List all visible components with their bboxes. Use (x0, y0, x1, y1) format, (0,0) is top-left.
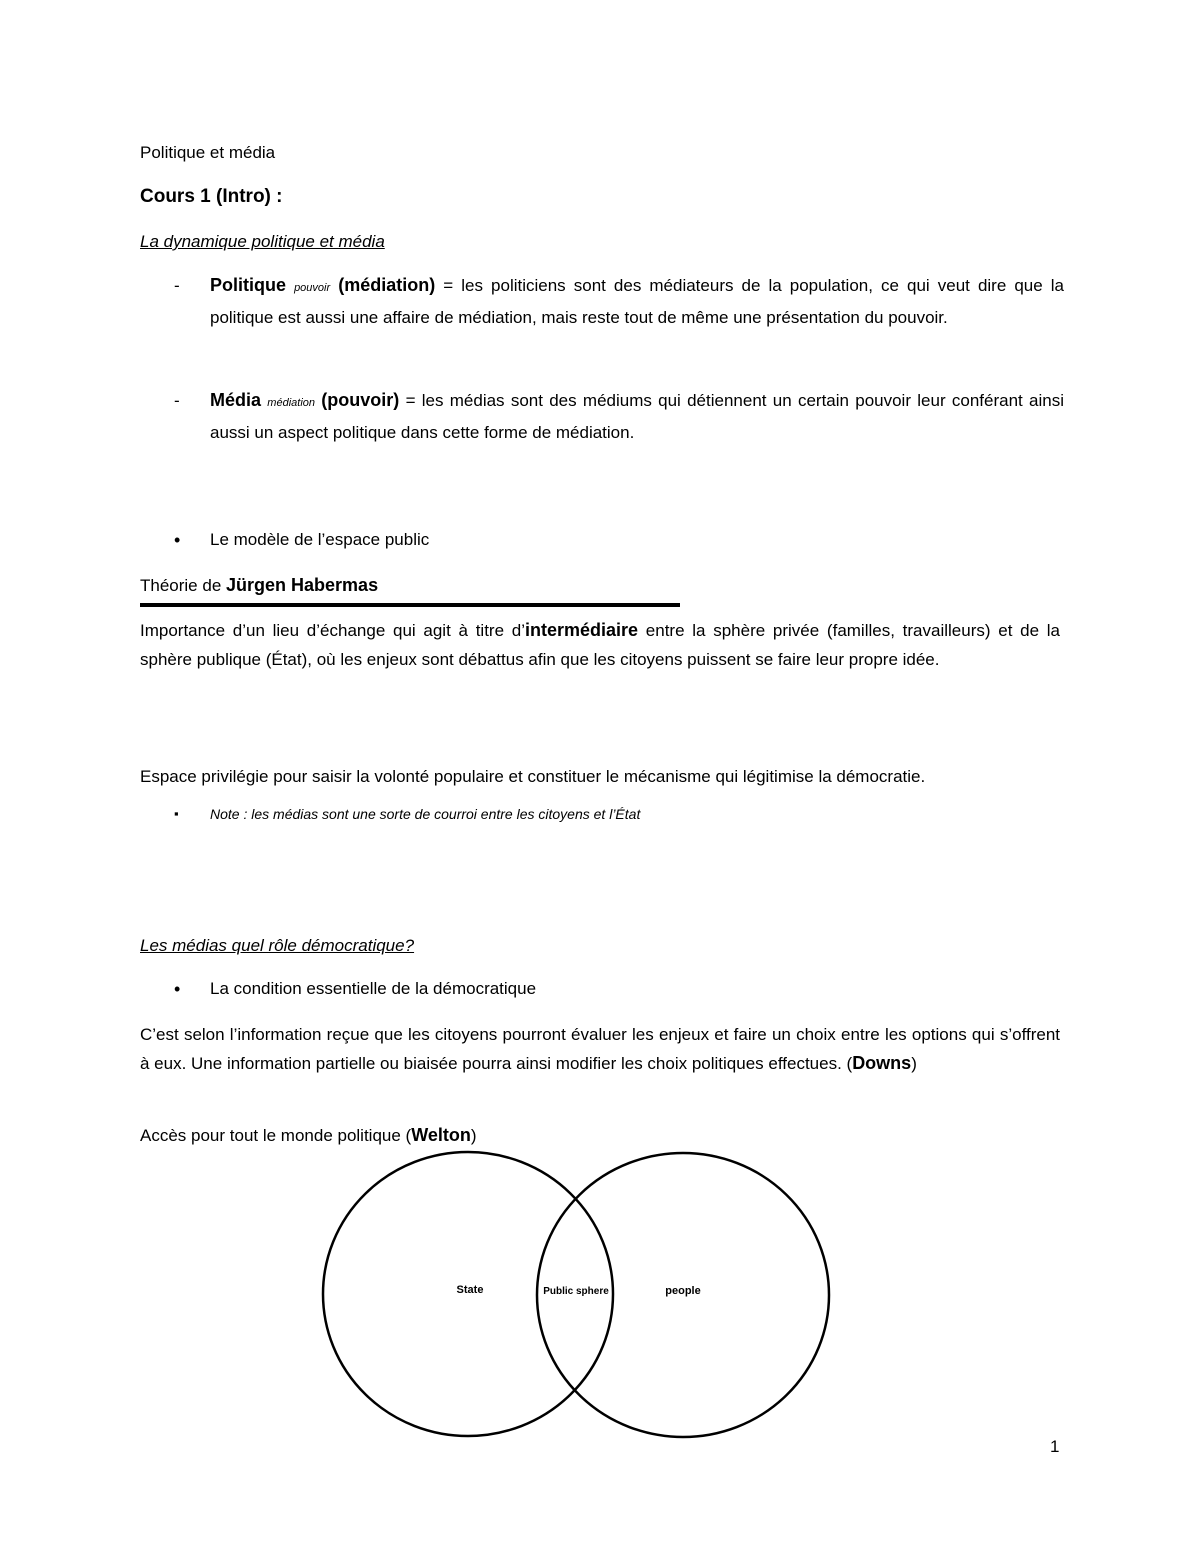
term-definition: = les médias sont des médiums qui détiennent un certain pouvoir leur conférant ainsi aussi un aspect politique dans cette forme de médiation. (210, 391, 1064, 442)
venn-label-public-sphere: Public sphere (543, 1286, 609, 1297)
paragraph-information: C’est selon l’information reçue que les citoyens pourront évaluer les enjeux et faire un choix entre les options qui s’offrent à eux. Une information partielle ou biaisée pourra ainsi modifier les choix politiques effectues. (Downs) (140, 1025, 1060, 1073)
list-item-media (174, 386, 1064, 447)
term-paren: (médiation) (338, 275, 436, 295)
venn-label-people: people (665, 1285, 701, 1297)
bullet-icon: • (174, 979, 181, 999)
paragraph-acces: Accès pour tout le monde politique (Welton) (140, 1125, 477, 1145)
venn-diagram (300, 1145, 860, 1455)
bold-welton: Welton (411, 1125, 471, 1145)
heading-underline (140, 603, 680, 607)
list-item-politique (174, 271, 1064, 332)
note-item: ▪ Note : les médias sont une sorte de courroi entre les citoyens et l’État (174, 806, 641, 822)
term-media: Média (210, 390, 262, 410)
theory-heading: Théorie de Jürgen Habermas (140, 575, 379, 595)
bullet-espace-public: • Le modèle de l’espace public (174, 530, 430, 550)
term-definition: = les politiciens sont des médiateurs de la population, ce qui veut dire que la politique est aussi une affaire de médiation, mais reste tout de même une présentation du pouvoir. (210, 276, 1064, 327)
page-number: 1 (1050, 1437, 1060, 1456)
section-heading-dynamique: La dynamique politique et média (140, 232, 385, 251)
bold-intermediaire: intermédiaire (525, 620, 639, 640)
dash-marker: - (174, 391, 180, 410)
venn-label-state: State (456, 1284, 484, 1296)
term-paren: (pouvoir) (321, 390, 400, 410)
bullet-condition: • La condition essentielle de la démocratique (174, 979, 537, 999)
theorist-name: Jürgen Habermas (226, 575, 379, 595)
bullet-icon: • (174, 530, 181, 550)
paragraph-importance: Importance d’un lieu d’échange qui agit à titre d’intermédiaire entre la sphère privée (familles, travailleurs) et de la sphère publique (État), où les enjeux sont débattus afin que les citoyens puissent se faire leur propre idée. (140, 620, 1061, 669)
document-title: Politique et média (140, 143, 276, 162)
term-subscript: médiation (267, 397, 315, 409)
term-subscript: pouvoir (294, 282, 331, 294)
course-heading: Cours 1 (Intro) : (140, 186, 283, 207)
bullet-icon: ▪ (174, 806, 179, 821)
paragraph-espace: Espace privilégie pour saisir la volonté populaire et constituer le mécanisme qui légitimise la démocratie. (140, 767, 926, 786)
term-politique: Politique (210, 275, 286, 295)
bold-downs: Downs (852, 1053, 912, 1073)
section-heading-role: Les médias quel rôle démocratique? (140, 936, 415, 955)
dash-marker: - (174, 276, 180, 295)
